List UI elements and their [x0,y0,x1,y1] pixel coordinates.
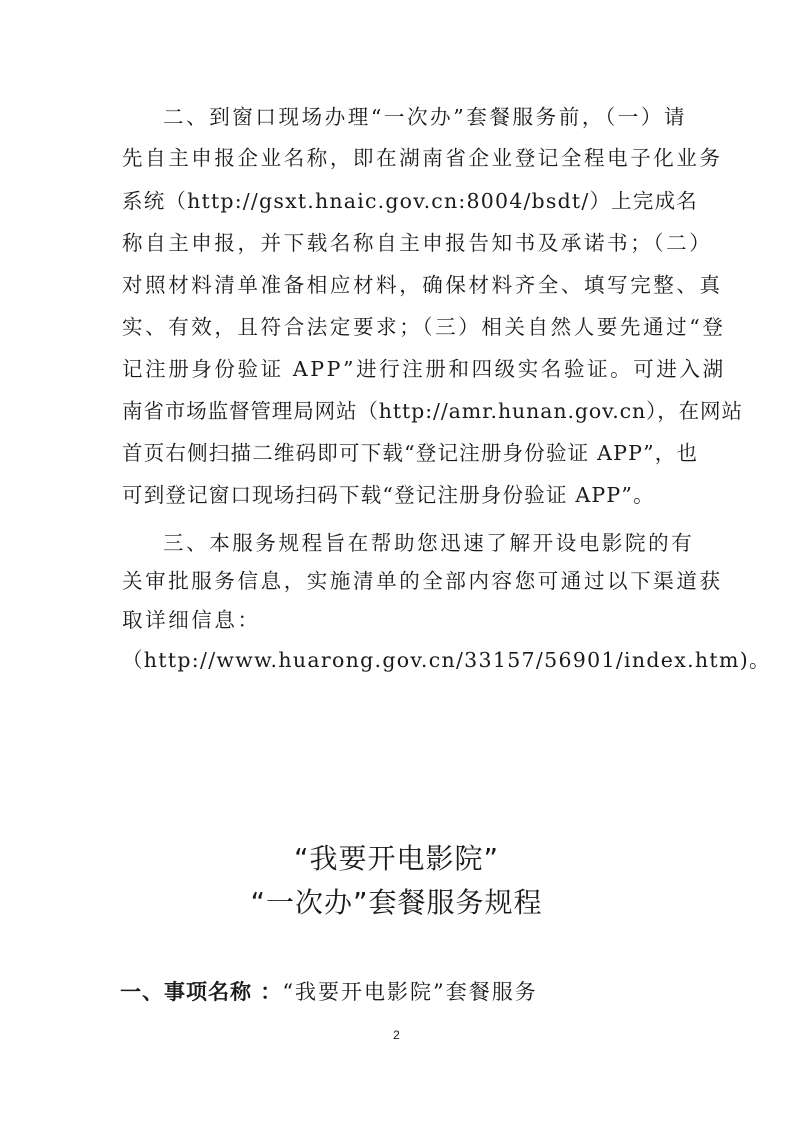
paragraph-line: 三、本服务规程旨在帮助您迅速了解开设电影院的有 [163,531,695,555]
paragraph-line: 称自主申报，并下载名称自主申报告知书及承诺书；（二） [122,231,713,255]
section-heading-value: “我要开电影院”套餐服务 [282,980,538,1004]
paragraph-line: 二、到窗口现场办理“一次办”套餐服务前，（一）请 [163,105,688,129]
paragraph-line: 南省市场监督管理局网站（http://amr.hunan.gov.cn），在网站 [122,399,743,423]
page-number: 2 [393,1028,400,1042]
section-heading-item-name [120,982,538,1003]
paragraph-line: 系统（http://gsxt.hnaic.gov.cn:8004/bsdt/）上完成名 [122,189,698,213]
document-title-line1: “我要开电影院” [293,842,499,875]
document-title-line2: “一次办”套餐服务规程 [250,886,543,919]
paragraph-line: （http://www.huarong.gov.cn/33157/56901/index.htm)。 [122,648,771,672]
paragraph-line: 取详细信息： [122,608,261,632]
paragraph-line: 可到登记窗口现场扫码下载“登记注册身份验证 APP”。 [122,483,655,507]
paragraph-line: 先自主申报企业名称，即在湖南省企业登记全程电子化业务 [122,146,723,170]
paragraph-line: 实、有效，且符合法定要求；（三）相关自然人要先通过“登 [122,315,726,339]
paragraph-line: 对照材料清单准备相应材料，确保材料齐全、填写完整、真 [122,273,723,297]
paragraph-line: 记注册身份验证 APP”进行注册和四级实名验证。可进入湖 [122,357,726,381]
paragraph-line: 关审批服务信息，实施清单的全部内容您可通过以下渠道获 [122,569,723,593]
paragraph-line: 首页右侧扫描二维码即可下载“登记注册身份验证 APP”，也 [122,441,699,465]
section-heading-label: 一、事项名称 ： [120,980,283,1004]
